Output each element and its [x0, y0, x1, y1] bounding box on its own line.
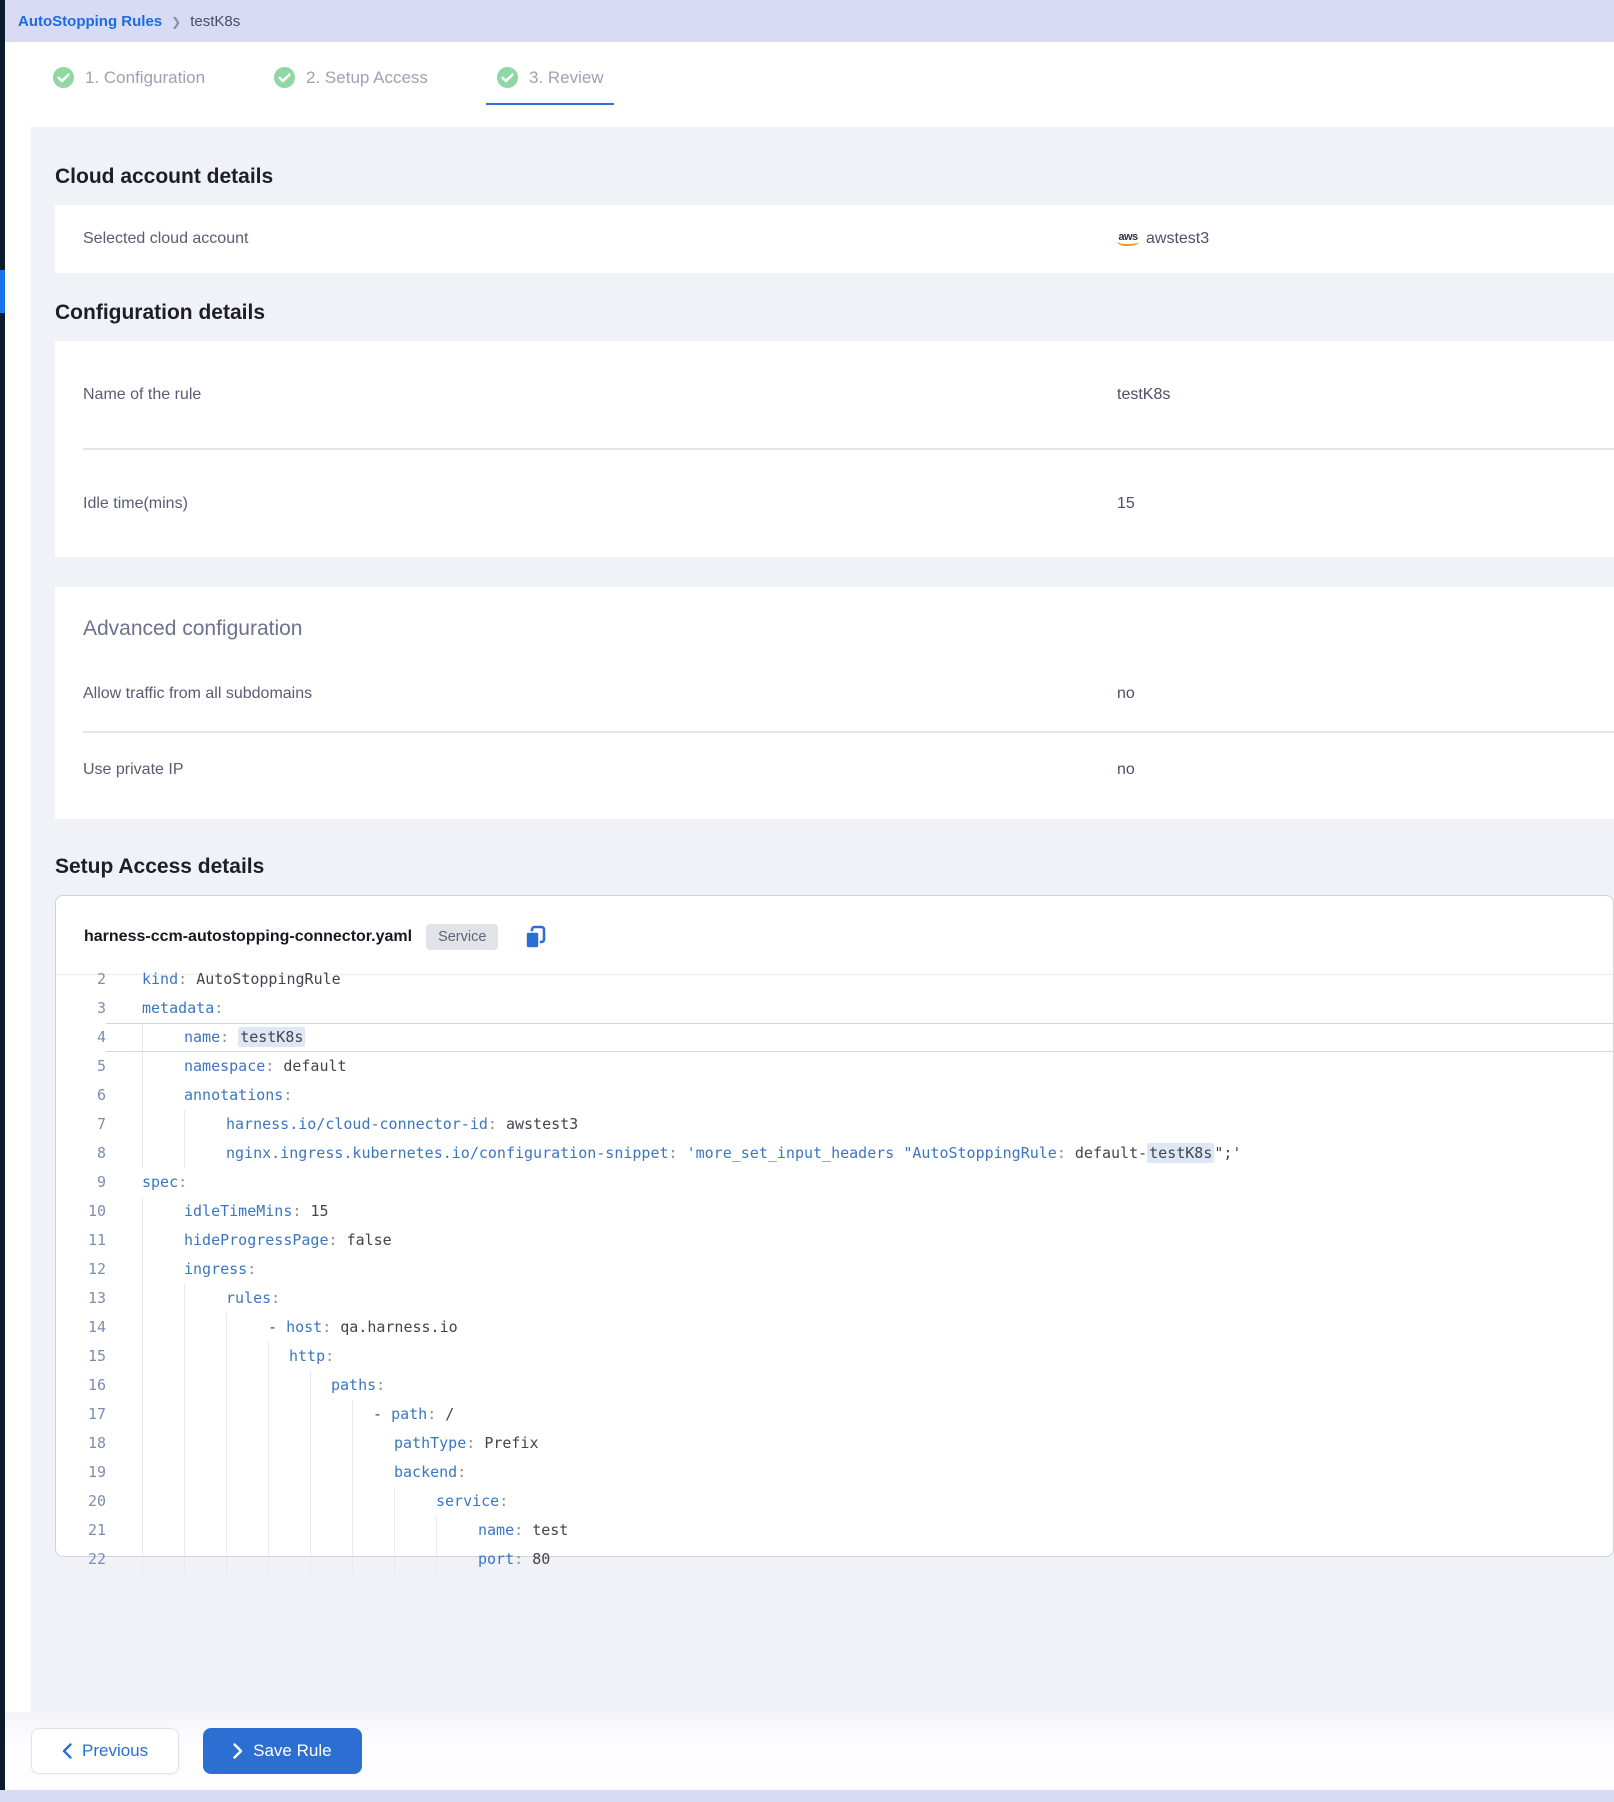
code-line-14: 14 - host: qa.harness.io [56, 1313, 1613, 1342]
code-line-17: 17 - path: / [56, 1400, 1613, 1429]
detail-row [55, 733, 1614, 807]
line-number: 19 [87, 1463, 106, 1481]
breadcrumb [0, 0, 1614, 42]
line-number: 9 [96, 1173, 106, 1191]
code-line-16: 16 paths: [56, 1371, 1613, 1400]
code-line-8: 8 nginx.ingress.kubernetes.io/configuration-snippet: 'more_set_input_headers "AutoStoppingRule: default- testK8s ";' [56, 1139, 1613, 1168]
row-value: aws awstest3 [1118, 230, 1210, 247]
detail-row [55, 341, 1614, 448]
row-label: Idle time(mins) [83, 494, 188, 512]
step-tab-2[interactable] [263, 56, 438, 103]
code-line-11: 11 hideProgressPage: false [56, 1226, 1613, 1255]
section-title-setup-access: Setup Access details [55, 855, 265, 878]
row-value: testK8s [1117, 385, 1171, 403]
line-number: 7 [96, 1115, 106, 1133]
step-tab-1[interactable] [42, 56, 215, 103]
step-label: 3. Review [528, 67, 604, 87]
aws-icon: aws [1117, 232, 1139, 246]
code-line-10: 10 idleTimeMins: 15 [56, 1197, 1613, 1226]
detail-row [55, 450, 1614, 557]
step-label: 1. Configuration [85, 67, 206, 87]
code-line-7: 7 harness.io/cloud-connector-id: awstest3 [56, 1110, 1613, 1139]
section-title-advanced: Advanced configuration [83, 617, 303, 640]
code-line-2: 2 kind: AutoStoppingRule [56, 965, 1613, 994]
line-number: 8 [96, 1144, 106, 1162]
section-title-cloud-account: Cloud account details [55, 165, 274, 188]
chevron-right-icon: ❯ [171, 14, 182, 29]
check-circle-icon [52, 66, 75, 89]
chevron-right-icon [233, 1743, 243, 1759]
line-number: 17 [87, 1405, 106, 1423]
check-circle-icon [496, 66, 519, 89]
yaml-code-viewer[interactable] [56, 970, 1613, 1568]
code-line-12: 12 ingress: [56, 1255, 1613, 1284]
line-number: 13 [87, 1289, 106, 1307]
line-number: 20 [87, 1492, 106, 1510]
nav-scroll-indicator [0, 270, 5, 313]
code-line-18: 18 pathType: Prefix [56, 1429, 1613, 1458]
line-number: 22 [87, 1550, 106, 1568]
advanced-configuration-card [55, 587, 1614, 819]
row-label: Allow traffic from all subdomains [83, 685, 313, 702]
line-number: 2 [96, 970, 106, 988]
chevron-left-icon [62, 1743, 72, 1759]
code-line-21: 21 name: test [56, 1516, 1613, 1545]
code-line-13: 13 rules: [56, 1284, 1613, 1313]
code-line-5: 5 namespace: default [56, 1052, 1613, 1081]
line-number: 11 [87, 1231, 106, 1249]
previous-button[interactable]: Previous [31, 1728, 179, 1774]
yaml-code-card [55, 895, 1614, 1568]
line-number: 3 [96, 999, 106, 1017]
code-line-15: 15 http: [56, 1342, 1613, 1371]
row-value: no [1117, 761, 1135, 778]
line-number: 4 [96, 1028, 106, 1046]
configuration-card [55, 341, 1614, 557]
left-nav-edge [0, 0, 5, 1790]
review-panel [31, 127, 1614, 1712]
save-rule-button[interactable]: Save Rule [203, 1728, 361, 1774]
section-title-configuration: Configuration details [55, 301, 265, 324]
detail-row [55, 657, 1614, 731]
row-label: Name of the rule [83, 385, 202, 403]
line-number: 21 [87, 1521, 106, 1539]
code-line-6: 6 annotations: [56, 1081, 1613, 1110]
detail-row [55, 205, 1614, 273]
line-number: 6 [96, 1086, 106, 1104]
line-number: 12 [87, 1260, 106, 1278]
row-value: 15 [1117, 494, 1135, 512]
line-number: 18 [87, 1434, 106, 1452]
code-line-19: 19 backend: [56, 1458, 1613, 1487]
check-circle-icon [273, 66, 296, 89]
code-line-4: 4 name: testK8s [56, 1023, 1613, 1052]
line-number: 5 [96, 1057, 106, 1075]
wizard-stepper [0, 42, 1614, 127]
breadcrumb-root-link[interactable]: AutoStopping Rules [18, 12, 163, 30]
service-badge: Service [426, 924, 498, 950]
row-value: no [1117, 685, 1135, 702]
wizard-footer [0, 1712, 1614, 1790]
breadcrumb-current: testK8s [190, 12, 241, 30]
code-line-22: 22 port: 80 [56, 1545, 1613, 1574]
bottom-strip [0, 1790, 1614, 1802]
code-line-20: 20 service: [56, 1487, 1613, 1516]
step-label: 2. Setup Access [306, 67, 428, 87]
yaml-file-name: harness-ccm-autostopping-connector.yaml [84, 928, 413, 945]
step-tab-3[interactable] [486, 56, 614, 105]
line-number: 10 [87, 1202, 106, 1220]
row-label: Use private IP [83, 761, 184, 778]
code-line-9: 9 spec: [56, 1168, 1613, 1197]
row-label: Selected cloud account [83, 230, 249, 247]
cloud-account-card [55, 205, 1614, 273]
copy-icon[interactable] [524, 925, 547, 950]
line-number: 16 [87, 1376, 106, 1394]
line-number: 14 [87, 1318, 106, 1336]
code-line-3: 3 metadata: [56, 994, 1613, 1023]
line-number: 15 [87, 1347, 106, 1365]
